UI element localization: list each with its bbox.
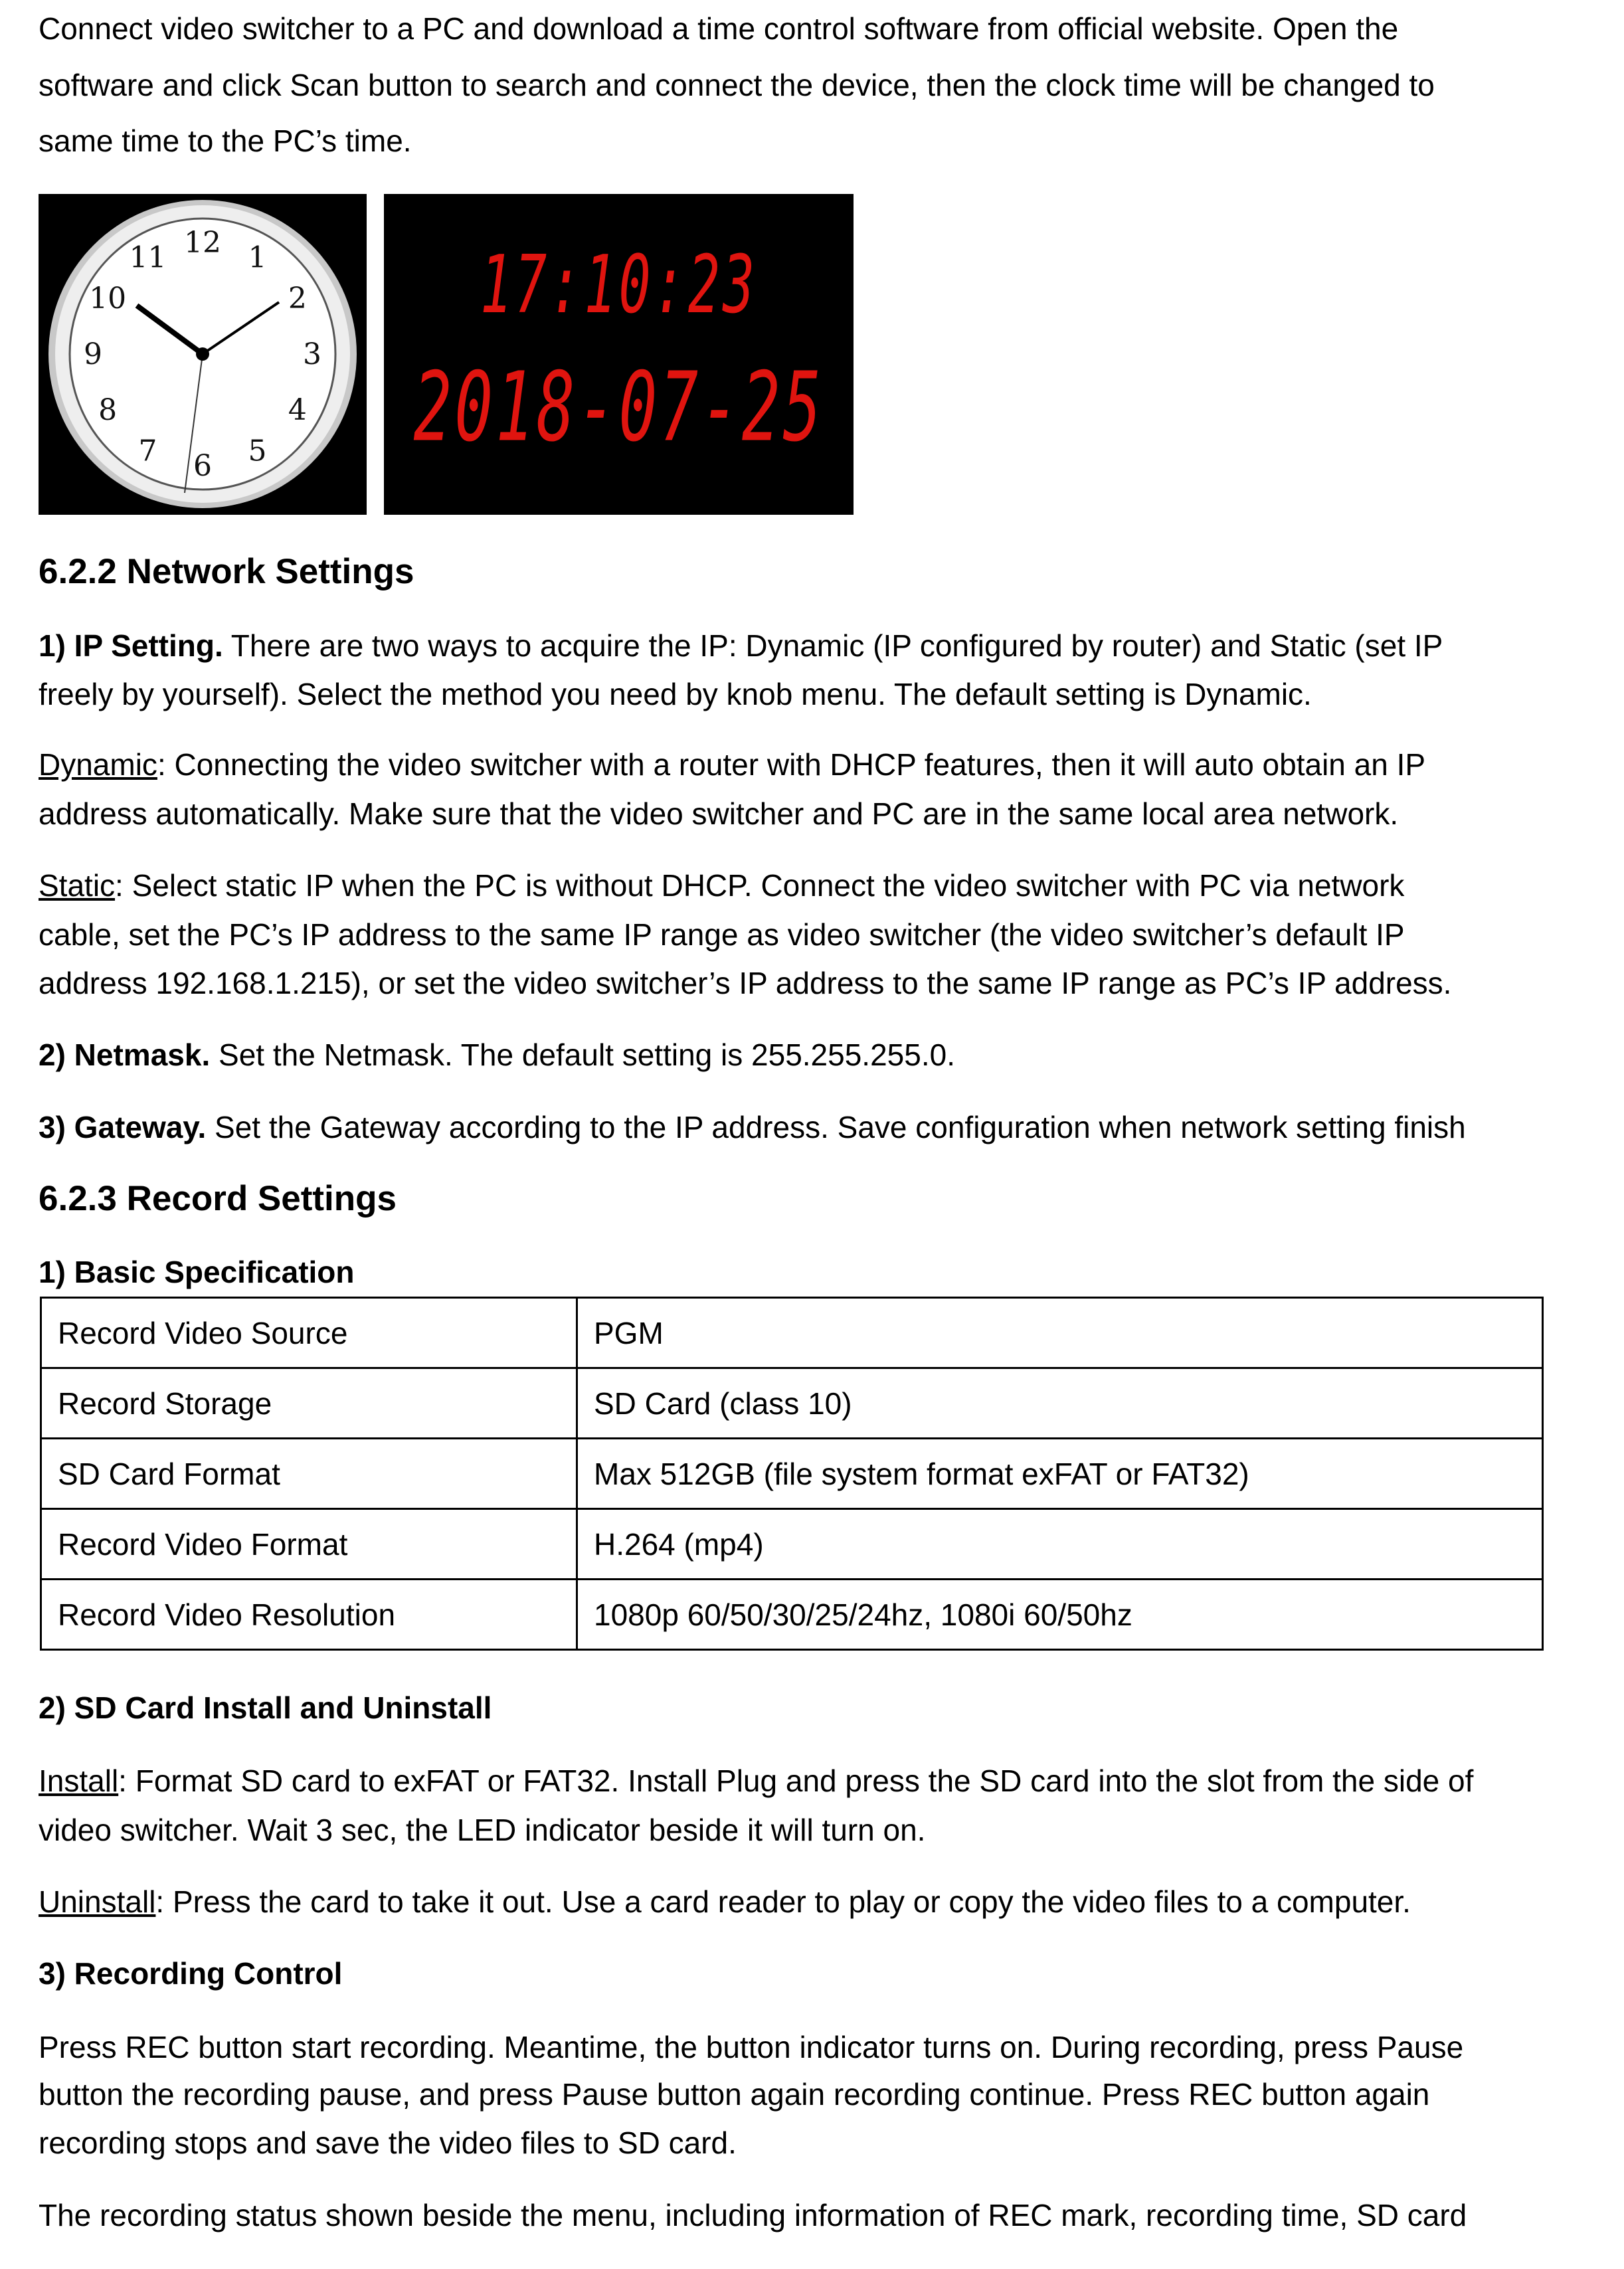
spec-label: Record Storage [41, 1368, 577, 1439]
subheading: 3) Recording Control [39, 1956, 343, 1991]
clock-number: 7 [138, 434, 157, 468]
clock-number: 2 [288, 282, 307, 316]
static-line: Static: Select static IP when the PC is without DHCP. Connect the video switcher with PC via network [39, 868, 1405, 903]
table-row [41, 1298, 1543, 1368]
control-line: button the recording pause, and press Pause button again recording continue. Press REC button again [39, 2077, 1430, 2112]
spec-value: 1080p 60/50/30/25/24hz, 1080i 60/50hz [577, 1580, 1543, 1650]
install-line: video switcher. Wait 3 sec, the LED indicator beside it will turn on. [39, 1813, 926, 1847]
clock-number: 11 [129, 240, 167, 275]
clock-number: 1 [248, 240, 267, 275]
subheading: 1) Basic Specification [39, 1255, 355, 1289]
table-row [41, 1580, 1543, 1650]
netmask-line: 2) Netmask. Set the Netmask. The default setting is 255.255.255.0. [39, 1038, 955, 1072]
spec-value: H.264 (mp4) [577, 1509, 1543, 1580]
gateway-line: 3) Gateway. Set the Gateway according to the IP address. Save configuration when network setting finish [39, 1110, 1466, 1144]
static-line: cable, set the PC’s IP address to the same IP range as video switcher (the video switcher’s default IP [39, 917, 1405, 952]
spec-value: SD Card (class 10) [577, 1368, 1543, 1439]
ip-setting-line: 1) IP Setting. There are two ways to acquire the IP: Dynamic (IP configured by router) and Static (set IP [39, 628, 1443, 663]
analog-clock-image [39, 194, 367, 515]
clock-number: 12 [184, 226, 221, 260]
digital-time: 17:10:23 [480, 238, 758, 331]
section-heading: 6.2.3 Record Settings [39, 1179, 397, 1218]
table-row [41, 1439, 1543, 1509]
control-line: Press REC button start recording. Meantime, the button indicator turns on. During recording, press Pause [39, 2030, 1464, 2064]
digital-clock-image [384, 194, 854, 515]
clock-number: 8 [98, 393, 118, 427]
static-line: address 192.168.1.215), or set the video switcher’s IP address to the same IP range as PC’s IP address. [39, 966, 1452, 1000]
clock-number: 6 [193, 449, 212, 483]
control-line: recording stops and save the video files to SD card. [39, 2126, 737, 2160]
clock-number: 4 [288, 393, 307, 427]
dynamic-line: address automatically. Make sure that the video switcher and PC are in the same local area network. [39, 796, 1399, 831]
spec-value: PGM [577, 1298, 1543, 1368]
spec-value: Max 512GB (file system format exFAT or FAT32) [577, 1439, 1543, 1509]
spec-label: SD Card Format [41, 1439, 577, 1509]
intro-line: software and click Scan button to search and connect the device, then the clock time will be changed to [39, 68, 1435, 102]
clock-number: 3 [303, 337, 321, 371]
spec-table [40, 1297, 1544, 1651]
clock-number: 10 [89, 282, 127, 316]
spec-label: Record Video Resolution [41, 1580, 577, 1650]
table-row [41, 1509, 1543, 1580]
section-heading: 6.2.2 Network Settings [39, 552, 414, 591]
table-row [41, 1368, 1543, 1439]
spec-label: Record Video Source [41, 1298, 577, 1368]
subheading: 2) SD Card Install and Uninstall [39, 1690, 492, 1725]
intro-line: same time to the PC’s time. [39, 124, 412, 158]
intro-line: Connect video switcher to a PC and download a time control software from official website. Open the [39, 11, 1399, 46]
ip-setting-line: freely by yourself). Select the method you need by knob menu. The default setting is Dynamic. [39, 677, 1312, 711]
digital-date: 2018-07-25 [413, 351, 824, 463]
clock-number: 5 [248, 434, 267, 468]
install-line: Install: Format SD card to exFAT or FAT32. Install Plug and press the SD card into the slot from the side of [39, 1764, 1474, 1798]
spec-label: Record Video Format [41, 1509, 577, 1580]
clock-number: 9 [84, 337, 102, 371]
dynamic-line: Dynamic: Connecting the video switcher with a router with DHCP features, then it will auto obtain an IP [39, 747, 1426, 782]
uninstall-line: Uninstall: Press the card to take it out. Use a card reader to play or copy the video files to a computer. [39, 1884, 1411, 1919]
status-line: The recording status shown beside the menu, including information of REC mark, recording time, SD card [39, 2198, 1467, 2232]
